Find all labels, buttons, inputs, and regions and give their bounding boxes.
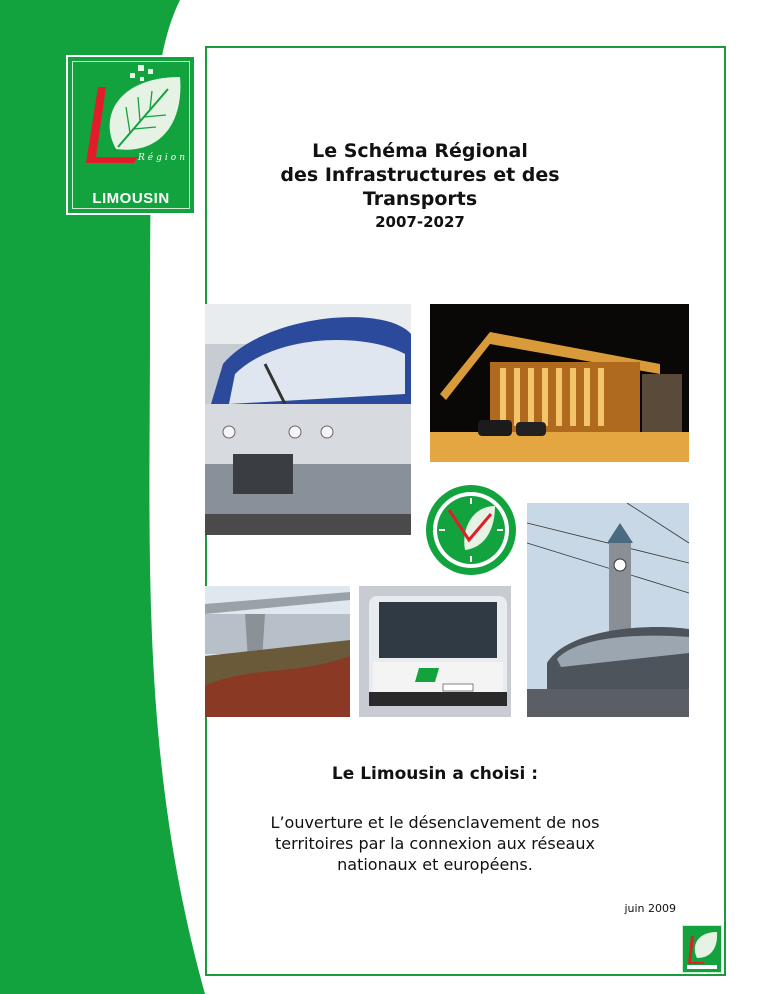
document-title — [240, 139, 600, 233]
body-line-1: L’ouverture et le désenclavement de nos — [270, 813, 600, 832]
body-paragraph — [222, 812, 648, 875]
clock-logo-icon — [425, 484, 517, 576]
viaduct-photo — [205, 586, 350, 717]
small-leaf-icon — [683, 926, 721, 972]
logo-name-text: LIMOUSIN — [92, 190, 170, 207]
publication-date: juin 2009 — [624, 902, 676, 915]
title-years: 2007-2027 — [375, 213, 465, 231]
subtitle: Le Limousin a choisi : — [331, 764, 539, 784]
body-line-2: territoires par la connexion aux réseaux — [275, 834, 595, 853]
train-photo — [205, 304, 411, 535]
tgv-station-photo — [527, 503, 689, 717]
bus-photo — [359, 586, 511, 717]
title-line-3: Transports — [362, 188, 478, 210]
station-building-photo — [430, 304, 689, 462]
region-logo — [66, 55, 196, 215]
title-line-1: Le Schéma Régional — [312, 140, 528, 162]
body-line-3: nationaux et européens. — [337, 855, 533, 874]
title-line-2: des Infrastructures et des — [280, 164, 560, 186]
small-region-logo — [682, 925, 722, 973]
logo-region-text: Région — [138, 153, 188, 163]
